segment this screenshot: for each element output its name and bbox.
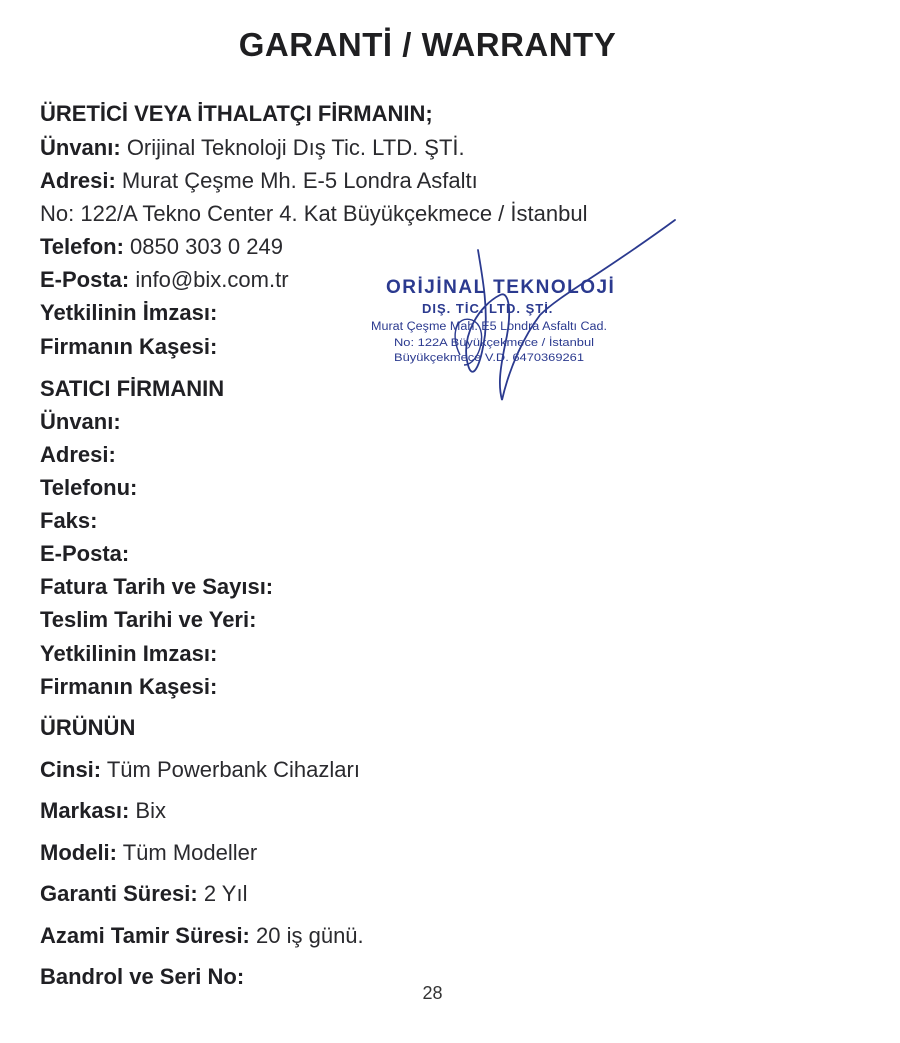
product-warranty-label: Garanti Süresi:: [40, 881, 198, 906]
manufacturer-address-value: Murat Çeşme Mh. E-5 Londra Asfaltı: [121, 168, 478, 193]
manufacturer-signature-label: Yetkilinin İmzası:: [40, 300, 218, 325]
seller-signature-label: Yetkilinin Imzası:: [40, 641, 218, 666]
product-type-label: Cinsi:: [40, 757, 102, 782]
seller-fax-label: Faks:: [40, 508, 98, 533]
seller-heading: SATICI FİRMANIN: [40, 376, 225, 401]
stamp-line-4: No: 122A Büyükçekmece / İstanbul: [394, 337, 565, 349]
stamp-line-3: Murat Çeşme Mah. E5 Londra Asfaltı Cad.: [371, 321, 607, 333]
manufacturer-phone-label: Telefon:: [40, 234, 124, 259]
stamp-line-1: ORİJİNAL TEKNOLOJİ: [386, 277, 616, 298]
seller-delivery-label: Teslim Tarihi ve Yeri:: [40, 607, 257, 632]
product-warranty-row: [40, 880, 247, 908]
product-warranty-value: 2 Yıl: [203, 881, 248, 906]
product-heading: ÜRÜNÜN: [40, 715, 136, 740]
product-repair-row: [40, 922, 364, 950]
manufacturer-email-label: E-Posta:: [40, 267, 130, 292]
manufacturer-address-label: Adresi:: [40, 168, 116, 193]
seller-seal-label: Firmanın Kaşesi:: [40, 674, 218, 699]
product-brand-value: Bix: [135, 798, 166, 823]
manufacturer-phone-row: [40, 233, 283, 261]
manufacturer-address-row: [40, 167, 478, 195]
seller-email-label: E-Posta:: [40, 541, 130, 566]
manufacturer-title-row: [40, 134, 465, 162]
product-type-row: [40, 756, 360, 784]
manufacturer-title-label: Ünvanı:: [40, 135, 121, 160]
product-model-value: Tüm Modeller: [122, 840, 258, 865]
page-title: GARANTİ / WARRANTY: [238, 26, 617, 63]
product-type-value: Tüm Powerbank Cihazları: [106, 757, 360, 782]
manufacturer-email-row: [40, 266, 289, 294]
seller-address-label: Adresi:: [40, 442, 116, 467]
seller-title-label: Ünvanı:: [40, 409, 121, 434]
product-repair-label: Azami Tamir Süresi:: [40, 923, 250, 948]
product-brand-row: [40, 797, 166, 825]
stamp-line-5: Büyükçekmece V.D. 6470369261: [394, 352, 584, 364]
manufacturer-address-line2: No: 122/A Tekno Center 4. Kat Büyükçekmece / İstanbul: [40, 201, 588, 226]
manufacturer-seal-label: Firmanın Kaşesi:: [40, 334, 218, 359]
manufacturer-heading: ÜRETİCİ VEYA İTHALATÇI FİRMANIN;: [40, 101, 433, 126]
company-stamp: [360, 215, 690, 405]
stamp-line-2: DIŞ. TİC. LTD. ŞTİ.: [422, 301, 554, 316]
page-number: 28: [422, 983, 443, 1003]
manufacturer-email-value: info@bix.com.tr: [135, 267, 289, 292]
product-brand-label: Markası:: [40, 798, 130, 823]
seller-phone-label: Telefonu:: [40, 475, 138, 500]
manufacturer-title-value: Orijinal Teknoloji Dış Tic. LTD. ŞTİ.: [126, 135, 465, 160]
product-serial-label: Bandrol ve Seri No:: [40, 964, 245, 989]
manufacturer-phone-value: 0850 303 0 249: [130, 234, 283, 259]
product-repair-value: 20 iş günü.: [256, 923, 364, 948]
product-model-label: Modeli:: [40, 840, 117, 865]
seller-invoice-label: Fatura Tarih ve Sayısı:: [40, 574, 274, 599]
product-model-row: [40, 839, 257, 867]
